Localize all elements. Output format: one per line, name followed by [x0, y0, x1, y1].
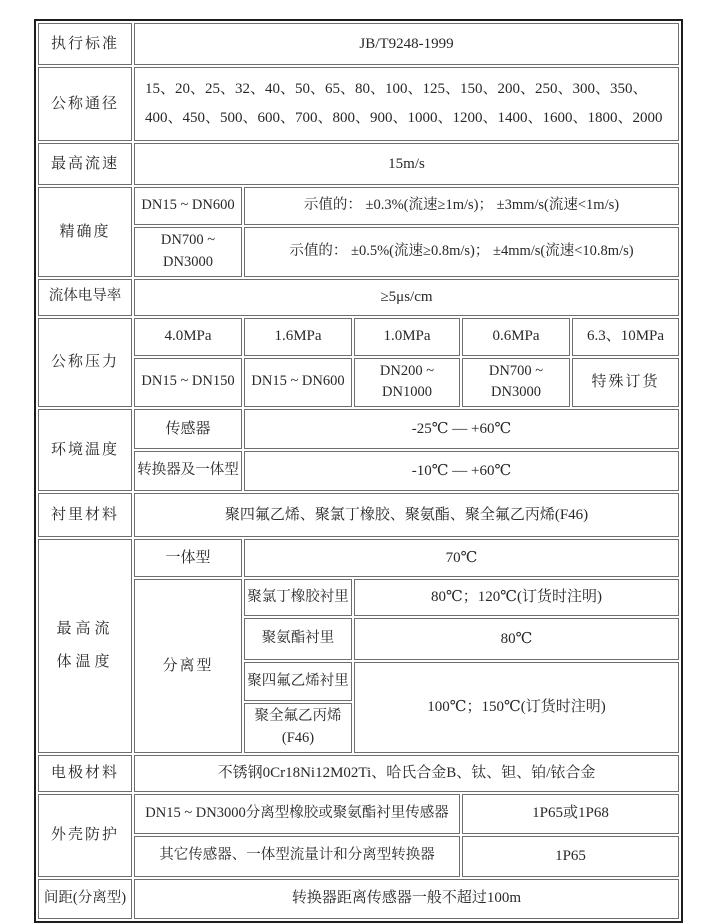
electrode-value: 不锈钢0Cr18Ni12M02Ti、哈氏合金B、钛、钽、铂/铱合金	[134, 755, 679, 792]
row-label-diameter: 公称通径	[38, 67, 132, 141]
pressure-value-2: 1.6MPa	[244, 318, 352, 356]
row-label-standard: 执行标准	[38, 23, 132, 65]
row-label-conductivity: 流体电导率	[38, 279, 132, 316]
ambient-value-2: -10℃ — +60℃	[244, 451, 679, 491]
ambient-item-2: 转换器及一体型	[134, 451, 242, 491]
standard-value: JB/T9248-1999	[134, 23, 679, 65]
ambient-value-1: -25℃ — +60℃	[244, 409, 679, 449]
pressure-value-3: 1.0MPa	[354, 318, 460, 356]
conductivity-value: ≥5μs/cm	[134, 279, 679, 316]
accuracy-value-2: 示值的： ±0.5%(流速≥0.8m/s)； ±4mm/s(流速<10.8m/s)	[244, 227, 679, 277]
fluid-temp-lining-3: 聚四氟乙烯衬里	[244, 662, 352, 701]
lining-value: 聚四氟乙烯、聚氯丁橡胶、聚氨酯、聚全氟乙丙烯(F46)	[134, 493, 679, 537]
pressure-range-5: 特殊订货	[572, 358, 679, 408]
enclosure-value-2: 1P65	[462, 836, 679, 877]
max-fluid-temp-label-text: 最高流体温度	[56, 620, 114, 670]
row-label-velocity: 最高流速	[38, 143, 132, 185]
row-label-enclosure: 外壳防护	[38, 794, 132, 877]
enclosure-item-2: 其它传感器、一体型流量计和分离型转换器	[134, 836, 460, 877]
fluid-temp-value-3: 100℃；150℃(订货时注明)	[354, 662, 679, 753]
spacing-value: 转换器距离传感器一般不超过100m	[134, 879, 679, 919]
row-label-max-fluid-temp	[38, 539, 132, 753]
fluid-temp-integral-value: 70℃	[244, 539, 679, 577]
fluid-temp-separate-item: 分离型	[134, 579, 242, 753]
ambient-item-1: 传感器	[134, 409, 242, 449]
spec-table	[34, 19, 683, 923]
accuracy-range-2: DN700 ~ DN3000	[134, 227, 242, 277]
pressure-range-4: DN700 ~ DN3000	[462, 358, 570, 408]
fluid-temp-lining-4: 聚全氟乙丙烯(F46)	[244, 703, 352, 753]
row-label-lining: 衬里材料	[38, 493, 132, 537]
pressure-value-5: 6.3、10MPa	[572, 318, 679, 356]
row-label-spacing: 间距(分离型)	[38, 879, 132, 919]
enclosure-value-1: 1P65或1P68	[462, 794, 679, 834]
fluid-temp-value-1: 80℃；120℃(订货时注明)	[354, 579, 679, 616]
fluid-temp-lining-2: 聚氨酯衬里	[244, 618, 352, 660]
enclosure-item-1: DN15 ~ DN3000分离型橡胶或聚氨酯衬里传感器	[134, 794, 460, 834]
diameter-value: 15、20、25、32、40、50、65、80、100、125、150、200、250、300、350、400、450、500、600、700、800、900、1000、1200、1400、1600、1800、2000	[134, 67, 679, 141]
row-label-accuracy: 精确度	[38, 187, 132, 277]
pressure-range-3: DN200 ~ DN1000	[354, 358, 460, 408]
row-label-ambient-temp: 环境温度	[38, 409, 132, 491]
row-label-electrode: 电极材料	[38, 755, 132, 792]
accuracy-value-1: 示值的： ±0.3%(流速≥1m/s)； ±3mm/s(流速<1m/s)	[244, 187, 679, 225]
pressure-value-4: 0.6MPa	[462, 318, 570, 356]
accuracy-range-1: DN15 ~ DN600	[134, 187, 242, 225]
fluid-temp-integral-item: 一体型	[134, 539, 242, 577]
row-label-pressure: 公称压力	[38, 318, 132, 408]
pressure-value-1: 4.0MPa	[134, 318, 242, 356]
fluid-temp-lining-1: 聚氯丁橡胶衬里	[244, 579, 352, 616]
pressure-range-1: DN15 ~ DN150	[134, 358, 242, 408]
velocity-value: 15m/s	[134, 143, 679, 185]
fluid-temp-value-2: 80℃	[354, 618, 679, 660]
pressure-range-2: DN15 ~ DN600	[244, 358, 352, 408]
